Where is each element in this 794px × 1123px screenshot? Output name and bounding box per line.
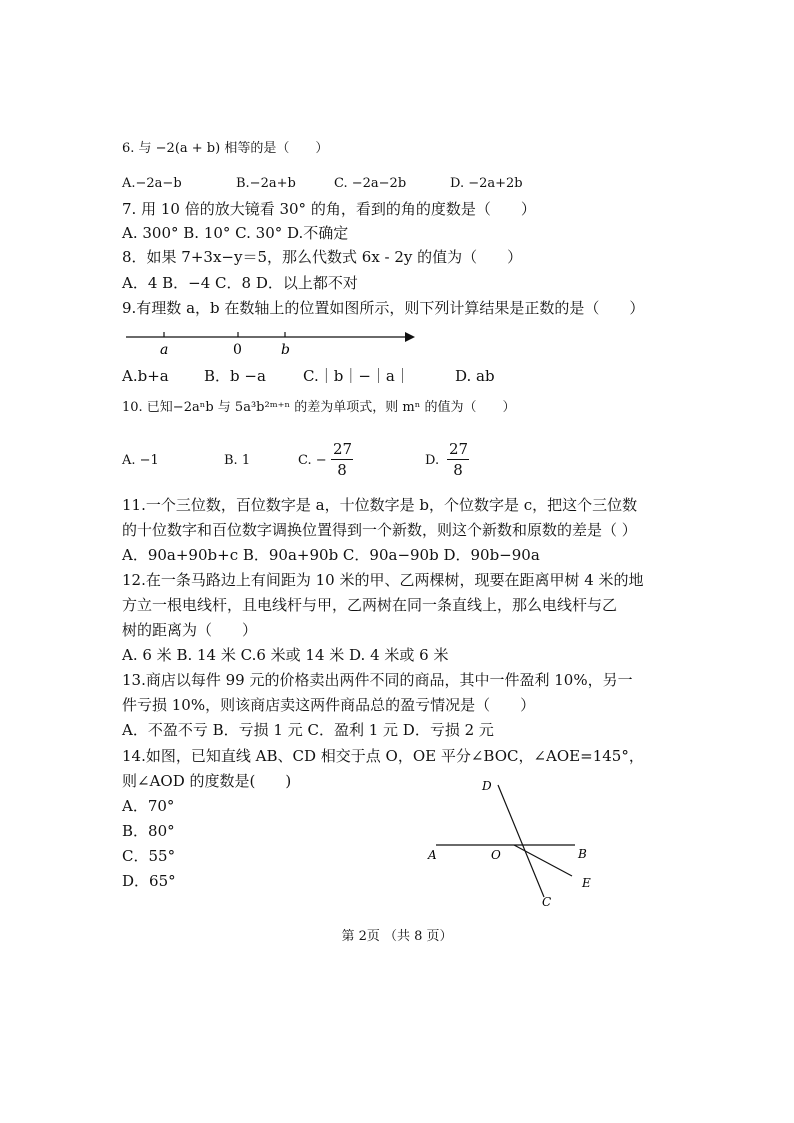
q6-stem: 6. 与 −2(a + b) 相等的是（ ） xyxy=(122,141,329,156)
point-label-e: E xyxy=(582,876,591,890)
q10-option-d-fraction xyxy=(447,440,469,479)
axis-label-b: b xyxy=(281,342,290,358)
point-label-o: O xyxy=(491,848,501,862)
q10-option-c-label: C. − xyxy=(298,453,327,468)
q6-option-d: D. −2a+2b xyxy=(450,176,523,191)
q9-option-b: B．b −a xyxy=(204,367,266,385)
q11-line-2: 的十位数字和百位数字调换位置得到一个新数，则这个新数和原数的差是（ ） xyxy=(122,521,637,539)
q8-options: A．4 B．−4 C．8 D．以上都不对 xyxy=(122,274,358,292)
point-label-c: C xyxy=(542,895,552,909)
fraction-numerator: 27 xyxy=(449,440,469,458)
fraction-bar xyxy=(331,459,353,460)
q8-stem: 8．如果 7+3x−y＝5，那么代数式 6x - 2y 的值为（ ） xyxy=(122,248,523,266)
q10-option-d-label: D. xyxy=(425,453,440,468)
q9-stem: 9.有理数 a，b 在数轴上的位置如图所示，则下列计算结果是正数的是（ ） xyxy=(122,299,645,317)
axis-label-0: 0 xyxy=(233,342,242,358)
page-footer: 第 2页 （共 8 页） xyxy=(341,929,453,944)
fraction-bar xyxy=(447,459,469,460)
q13-options: A．不盈不亏 B．亏损 1 元 C．盈利 1 元 D．亏损 2 元 xyxy=(122,721,494,739)
q12-line-1: 12.在一条马路边上有间距为 10 米的甲、乙两棵树，现要在距离甲树 4 米的地 xyxy=(122,571,644,589)
number-line-arrow xyxy=(405,332,415,342)
q13-line-2: 件亏损 10%，则该商店卖这两件商品总的盈亏情况是（ ） xyxy=(122,696,536,714)
q10-option-c-fraction xyxy=(331,440,353,479)
q14-line-2: 则∠AOD 的度数是( ) xyxy=(122,772,292,790)
point-label-d: D xyxy=(482,779,492,793)
q6-option-b: B.−2a+b xyxy=(236,176,296,191)
q10-option-b: B. 1 xyxy=(224,453,251,468)
q14-option-d: D．65° xyxy=(122,872,176,890)
q7-stem: 7. 用 10 倍的放大镜看 30° 的角，看到的角的度数是（ ） xyxy=(122,200,536,218)
axis-label-a: a xyxy=(160,342,169,358)
intersecting-lines-figure xyxy=(420,775,600,915)
fraction-numerator: 27 xyxy=(333,440,353,458)
number-line-figure xyxy=(122,325,422,360)
q12-line-3: 树的距离为（ ） xyxy=(122,621,258,639)
ray-oe xyxy=(514,845,572,876)
q6-option-a: A.−2a−b xyxy=(122,176,182,191)
q14-line-1: 14.如图，已知直线 AB、CD 相交于点 O，OE 平分∠BOC，∠AOE=145°， xyxy=(122,747,644,765)
point-label-a: A xyxy=(428,848,437,862)
q9-option-a: A.b+a xyxy=(122,367,169,385)
q14-option-a: A．70° xyxy=(122,797,175,815)
q9-option-c: C.｜b｜−｜a｜ xyxy=(303,367,410,385)
q11-line-1: 11.一个三位数，百位数字是 a，十位数字是 b，个位数字是 c，把这个三位数 xyxy=(122,496,638,514)
q11-options: A．90a+90b+c B．90a+90b C．90a−90b D．90b−90a xyxy=(122,546,540,564)
fraction-denominator: 8 xyxy=(453,461,463,479)
q13-line-1: 13.商店以每件 99 元的价格卖出两件不同的商品，其中一件盈利 10%，另一 xyxy=(122,671,633,689)
q10-option-a: A. −1 xyxy=(122,453,159,468)
fraction-denominator: 8 xyxy=(337,461,347,479)
point-label-b: B xyxy=(578,847,587,861)
q14-option-c: C．55° xyxy=(122,847,176,865)
q12-options: A. 6 米 B. 14 米 C.6 米或 14 米 D. 4 米或 6 米 xyxy=(122,646,449,664)
q14-option-b: B．80° xyxy=(122,822,175,840)
q10-stem: 10. 已知−2aⁿb 与 5a³b²ᵐ⁺ⁿ 的差为单项式，则 mⁿ 的值为（ ） xyxy=(122,400,516,415)
q6-option-c: C. −2a−2b xyxy=(334,176,407,191)
q7-options: A. 300° B. 10° C. 30° D.不确定 xyxy=(122,224,349,242)
line-cd xyxy=(498,785,544,897)
q9-option-d: D. ab xyxy=(455,367,495,385)
q12-line-2: 方立一根电线杆，且电线杆与甲，乙两树在同一条直线上，那么电线杆与乙 xyxy=(122,596,618,614)
